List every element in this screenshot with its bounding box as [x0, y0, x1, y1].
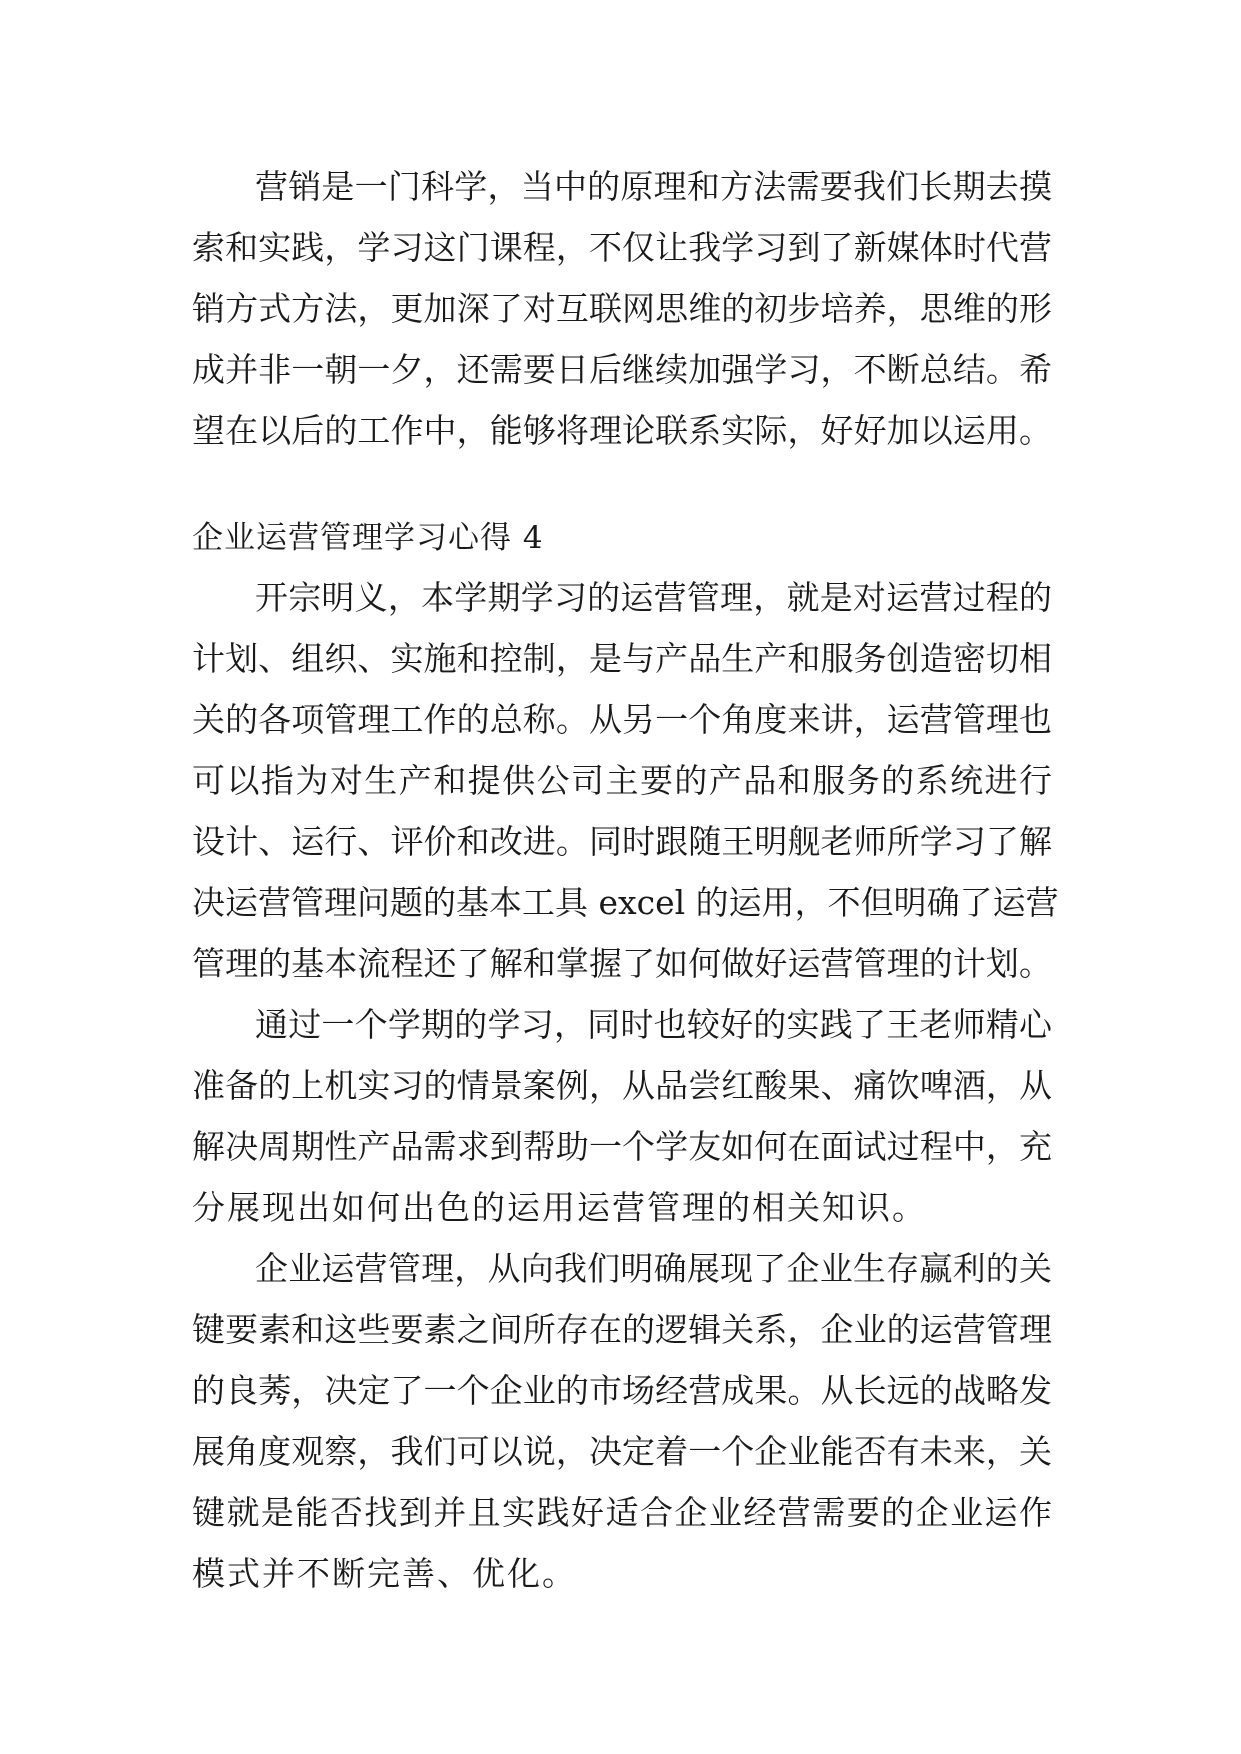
paragraph-1-line-3: 销方式方法，更加深了对互联网思维的初步培养，思维的形: [192, 289, 1052, 328]
paragraph-3-line-2: 准备的上机实习的情景案例，从品尝红酸果、痛饮啤酒，从: [192, 1066, 1052, 1105]
paragraph-4-line-3: 的良莠，决定了一个企业的市场经营成果。从长远的战略发: [192, 1371, 1052, 1410]
paragraph-2-line-7: 管理的基本流程还了解和掌握了如何做好运营管理的计划。: [192, 944, 1052, 983]
section-heading: 企业运营管理学习心得 4: [192, 520, 544, 556]
paragraph-4-line-1: 企业运营管理，从向我们明确展现了企业生存赢利的关: [255, 1249, 1052, 1288]
paragraph-1-line-4: 成并非一朝一夕，还需要日后继续加强学习，不断总结。希: [192, 350, 1052, 389]
paragraph-2-line-5: 设计、运行、评价和改进。同时跟随王明舰老师所学习了解: [192, 822, 1052, 861]
paragraph-2-line-6: 决运营管理问题的基本工具 excel 的运用，不但明确了运营: [192, 883, 1059, 922]
paragraph-3-line-4: 分展现出如何出色的运用运营管理的相关知识。: [192, 1188, 927, 1227]
paragraph-2-line-2: 计划、组织、实施和控制，是与产品生产和服务创造密切相: [192, 639, 1052, 678]
paragraph-3-line-3: 解决周期性产品需求到帮助一个学友如何在面试过程中，充: [192, 1127, 1052, 1166]
paragraph-1-line-1: 营销是一门科学，当中的原理和方法需要我们长期去摸: [255, 167, 1052, 206]
paragraph-1-line-5: 望在以后的工作中，能够将理论联系实际，好好加以运用。: [192, 411, 1052, 450]
paragraph-2-line-3: 关的各项管理工作的总称。从另一个角度来讲，运营管理也: [192, 700, 1052, 739]
paragraph-4-line-4: 展角度观察，我们可以说，决定着一个企业能否有未来，关: [192, 1432, 1052, 1471]
paragraph-1-line-2: 索和实践，学习这门课程，不仅让我学习到了新媒体时代营: [192, 228, 1052, 267]
paragraph-4-line-2: 键要素和这些要素之间所存在的逻辑关系，企业的运营管理: [192, 1310, 1052, 1349]
paragraph-4-line-6: 模式并不断完善、优化。: [192, 1554, 577, 1593]
paragraph-3-line-1: 通过一个学期的学习，同时也较好的实践了王老师精心: [255, 1005, 1052, 1044]
paragraph-2-line-4: 可以指为对生产和提供公司主要的产品和服务的系统进行: [192, 761, 1052, 800]
paragraph-4-line-5: 键就是能否找到并且实践好适合企业经营需要的企业运作: [192, 1493, 1052, 1532]
paragraph-2-line-1: 开宗明义，本学期学习的运营管理，就是对运营过程的: [255, 578, 1052, 617]
